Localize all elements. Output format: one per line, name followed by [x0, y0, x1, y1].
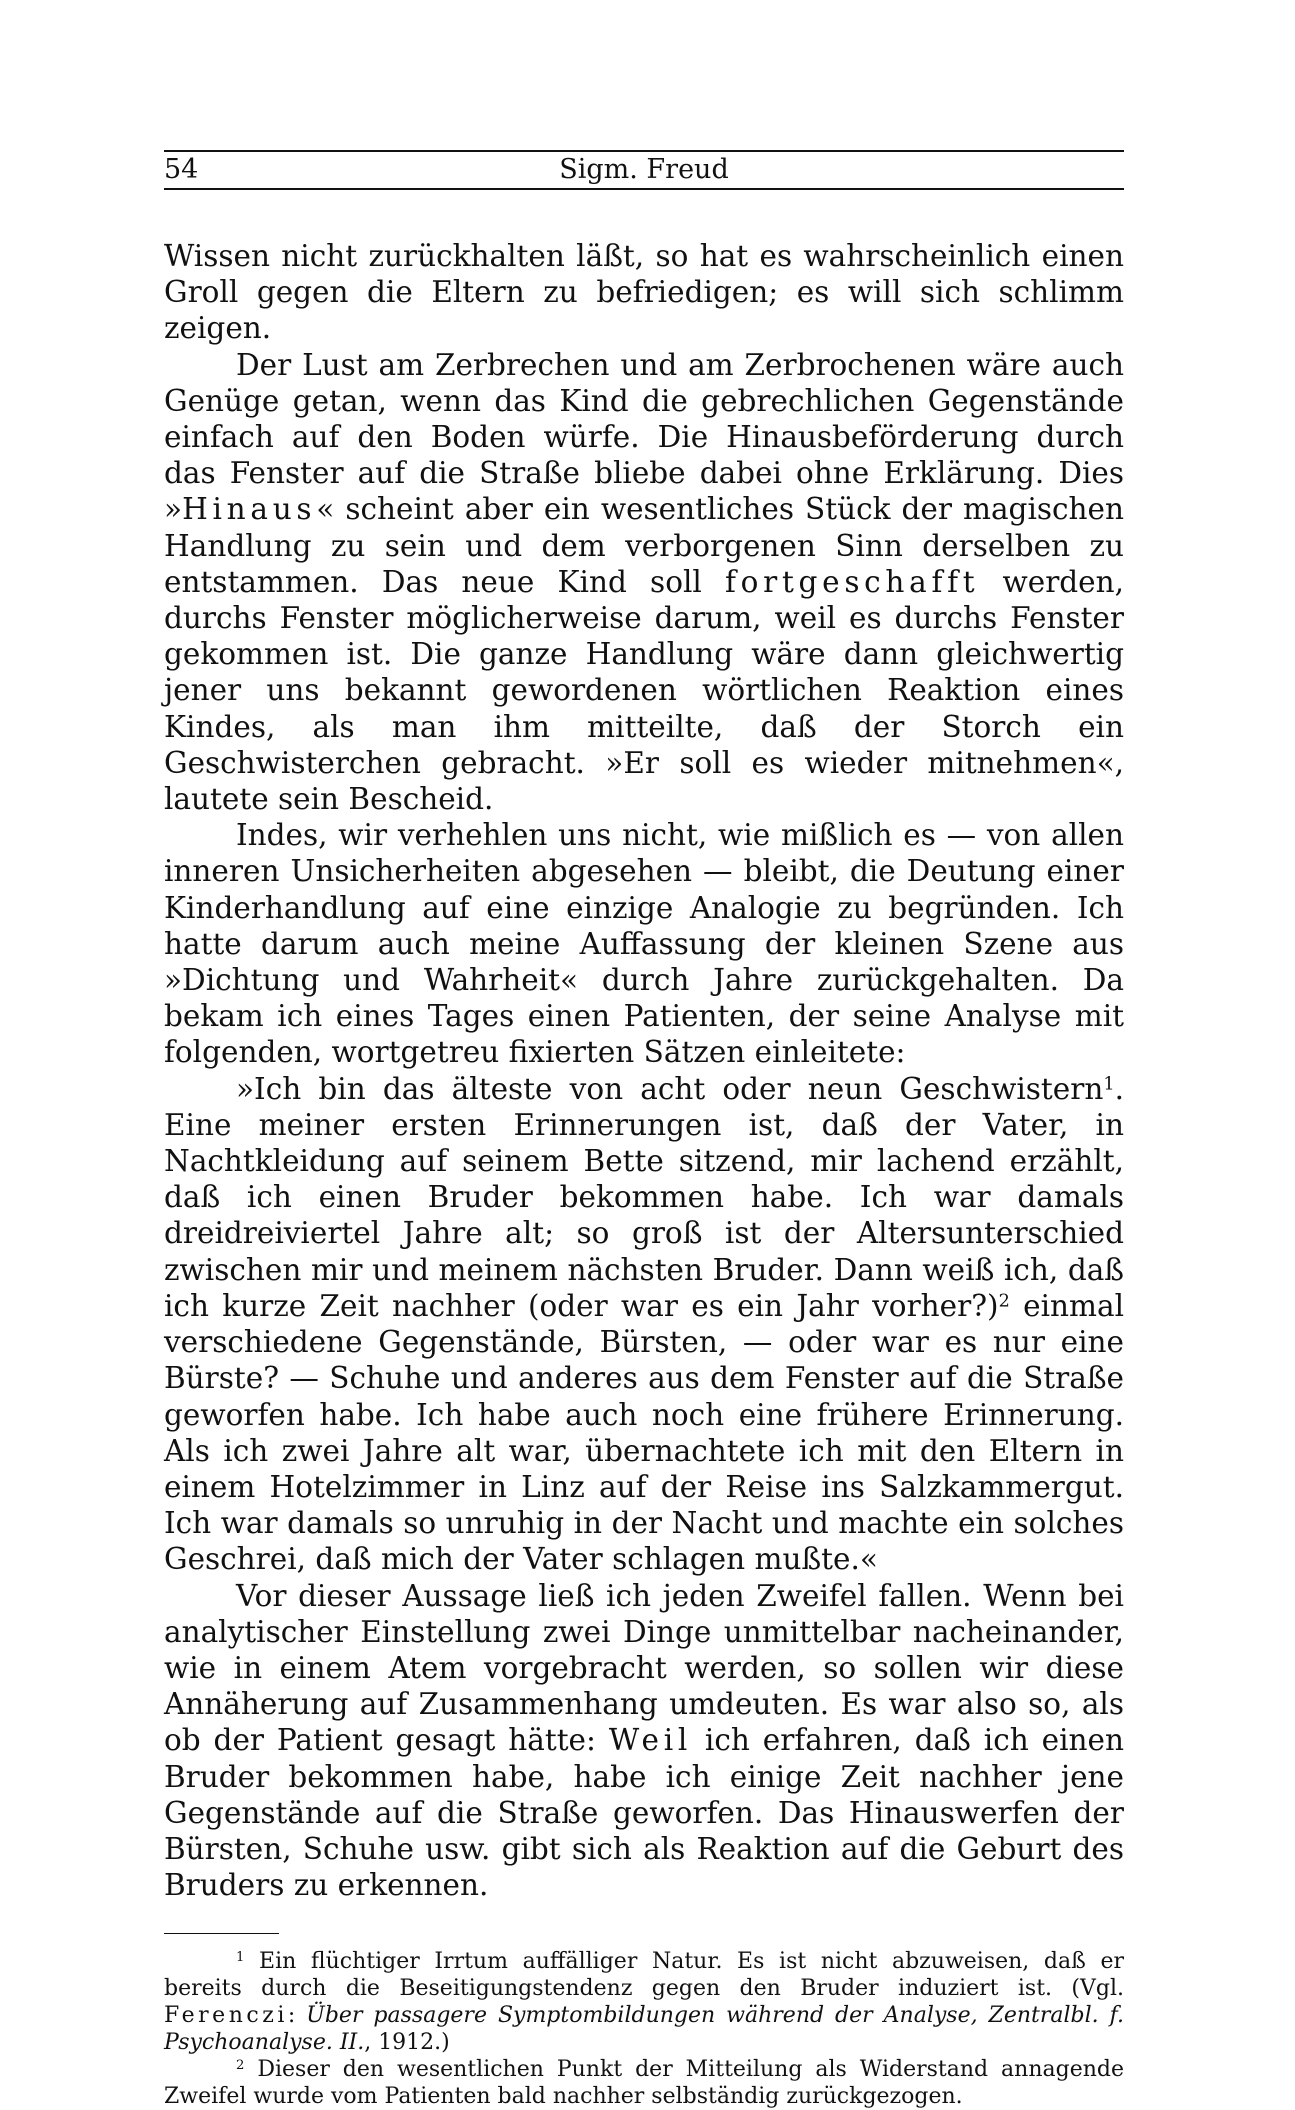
main-text [164, 238, 1124, 1903]
paragraph-2-part-a: Der Lust am Zerbrechen und am Zerbrochenen wäre auch Genüge getan, wenn das Kind die gebrechlichen Gegenstände einfach auf den Boden würfe. Die Hinausbeförderung durch das Fenster auf die Straße bliebe dabei ohne Erklärung. Dies » [164, 347, 1124, 527]
page-header [164, 150, 1124, 190]
emphasis-hinaus: Hinaus [182, 492, 317, 527]
paragraph-1: Wissen nicht zurückhalten läßt, so hat es wahrscheinlich einen Groll gegen die Eltern zu befriedigen; es will sich schlimm zeigen. [164, 239, 1124, 346]
paragraph-5-part-a: Vor dieser Aussage ließ ich jeden Zweifel fallen. Wenn bei analytischer Einstellung zwei Dinge unmittelbar nacheinander, wie in einem Atem vorgebracht werden, so sollen wir diese Annäherung auf Zusammenhang umdeuten. Es war also so, als ob der Patient gesagt hätte: [164, 1578, 1124, 1758]
footnote-1-part-a: Ein flüchtiger Irrtum auffälliger Natur. Es ist nicht abzuweisen, daß er bereits durch die Beseitigungstendenz gegen den Bruder induziert ist. (Vgl. [164, 1949, 1124, 2002]
footnote-2 [164, 2056, 1124, 2110]
footnote-1-title: Über passagere Symptombildungen während der Analyse, Zentralbl. f. Psychoanalyse. II. [164, 2003, 1124, 2056]
paragraph-2-part-c: werden, durchs Fenster möglicherweise darum, weil es durchs Fenster gekommen ist. Die ganze Handlung wäre dann gleichwertig jener uns bekannt gewordenen wörtlichen Reaktion eines Kindes, als man ihm mitteilte, daß der Storch ein Geschwisterchen gebracht. »Er soll es wieder mitnehmen«, lautete sein Bescheid. [164, 564, 1125, 817]
footnote-1-mark: 1 [236, 1950, 245, 1966]
footnotes [164, 1948, 1124, 2110]
book-page [164, 150, 1124, 2110]
footnote-1-author: Ferenczi [164, 2003, 288, 2029]
page-number: 54 [164, 154, 199, 185]
quote-part-a: »Ich bin das älteste von acht oder neun Geschwistern [236, 1071, 1104, 1106]
footnote-ref-2: 2 [998, 1291, 1010, 1312]
paragraph-2-part-b: « scheint aber ein wesentliches Stück der magischen Handlung zu sein und dem verborgenen Sinn derselben zu entstammen. Das neue Kind soll [164, 492, 1124, 599]
quote-part-b: . Eine meiner ersten Erinnerungen ist, daß der Vater, in Nachtkleidung auf seinem Bette sitzend, mir lachend erzählt, daß ich einen Bruder bekommen habe. Ich war damals dreidreiviertel Jahre alt; so groß ist der Altersunterschied zwischen mir und meinem nächsten Bruder. Dann weiß ich, daß ich kurze Zeit nachher (oder war es ein Jahr vorher?) [164, 1071, 1124, 1323]
footnote-1-part-c: , 1912.) [364, 2030, 450, 2056]
footnote-2-text: Dieser den wesentlichen Punkt der Mitteilung als Widerstand annagende Zweifel wurde vom Patienten bald nachher selbständig zurückgezogen. [164, 2057, 1124, 2110]
paragraph-5 [164, 1578, 1124, 1904]
footnote-2-mark: 2 [236, 2058, 245, 2074]
paragraph-5-part-b: ich erfahren, daß ich einen Bruder bekommen habe, habe ich einige Zeit nachher jene Gegenstände auf die Straße geworfen. Das Hinauswerfen der Bürsten, Schuhe usw. gibt sich als Reaktion auf die Geburt des Bruders zu erkennen. [164, 1723, 1124, 1903]
running-head: Sigm. Freud [559, 154, 729, 185]
quote-part-c: einmal verschiedene Gegenstände, Bürsten, — oder war es nur eine Bürste? — Schuhe und anderes aus dem Fenster auf die Straße geworfen habe. Ich habe auch noch eine frühere Erinnerung. Als ich zwei Jahre alt war, übernachtete ich mit den Eltern in einem Hotelzimmer in Linz auf der Reise ins Salzkammergut. Ich war damals so unruhig in der Nacht und machte ein solches Geschrei, daß mich der Vater schlagen mußte.« [164, 1288, 1125, 1577]
paragraph-3: Indes, wir verhehlen uns nicht, wie mißlich es — von allen inneren Unsicherheiten abgesehen — bleibt, die Deutung einer Kinderhandlung auf eine einzige Analogie zu begründen. Ich hatte darum auch meine Auffassung der kleinen Szene aus »Dichtung und Wahrheit« durch Jahre zurückgehalten. Da bekam ich eines Tages einen Patienten, der seine Analyse mit folgenden, wortgetreu fixierten Sätzen einleitete: [164, 818, 1124, 1070]
paragraph-4-quote [164, 1071, 1124, 1578]
footnote-divider [164, 1933, 279, 1934]
emphasis-weil: Weil [608, 1723, 692, 1758]
emphasis-fortgeschafft: fortgeschafft [725, 564, 980, 599]
footnote-ref-1: 1 [1103, 1073, 1115, 1094]
footnote-1 [164, 1948, 1124, 2056]
footnote-1-colon: : [287, 2003, 307, 2029]
paragraph-2 [164, 347, 1124, 818]
